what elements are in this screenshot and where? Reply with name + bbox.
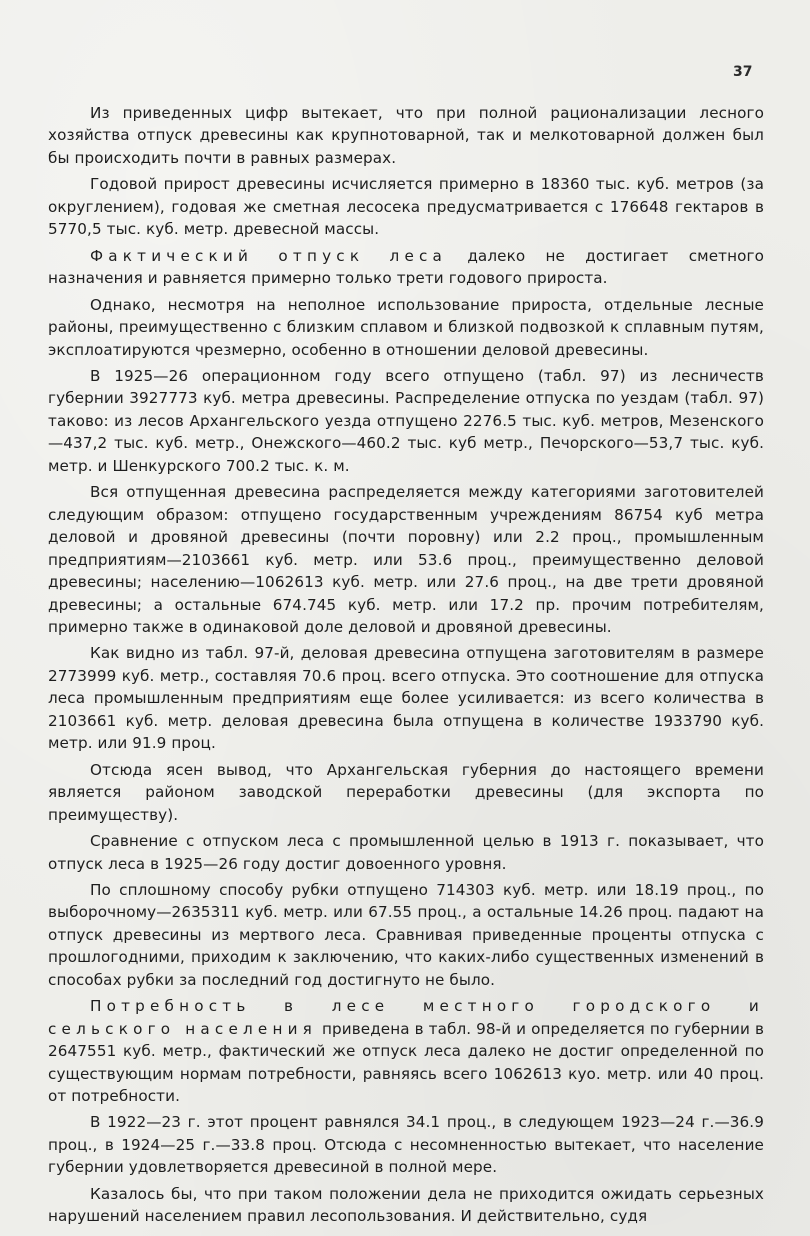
spaced-emphasis: Фактический отпуск леса <box>90 246 448 265</box>
body-text <box>48 102 764 1232</box>
paragraph-9 <box>48 830 764 875</box>
paragraph-3 <box>48 245 764 290</box>
paragraph-4 <box>48 294 764 361</box>
paragraph-text: Отсюда ясен вывод, что Архангельская губерния до настоящего времени является районом заводской переработки древесины (для экспорта по преимуществу). <box>48 760 764 824</box>
paragraph-text: далеко не достигает сметного назначения и равняется примерно только трети годового прироста. <box>48 246 765 288</box>
paragraph-text: Вся отпущенная древесина распределяется между категориями заготовителей следующим образом: отпущено государственным учреждениям 86754 куб метра деловой и дровяной древесины (почти поровну) или 2.2 проц., промышленным предприятиям—2103661 куб. метр. или 53.6 проц., преимущественно деловой древесины; населению—1062613 куб. метр. или 27.6 проц., на две трети дровяной древесины; а остальные 674.745 куб. метр. или 17.2 пр. прочим потребителям, примерно также в одинаковой доле деловой и дровяной древесины. <box>48 483 764 636</box>
page-number: 37 <box>733 64 753 80</box>
paragraph-2 <box>48 173 764 240</box>
paragraph-10 <box>48 879 764 991</box>
paragraph-11 <box>48 995 764 1107</box>
paragraph-6 <box>48 481 764 638</box>
spaced-emphasis: Потребность в лесе местного городского и сельского населения <box>48 997 764 1038</box>
paragraph-text: Казалось бы, что при таком положении дела не приходится ожидать серьезных нарушений населением правил лесопользования. И действительно, судя <box>48 1184 764 1226</box>
paragraph-text: Как видно из табл. 97-й, деловая древесина отпущена заготовителям в размере 2773999 куб. метр., составляя 70.6 проц. всего отпуска. Это соотношение для отпуска леса промышленным предприятиям еще более усиливается: из всего количества в 2103661 куб. метр. деловая древесина была отпущена в количестве 1933790 куб. метр. или 91.9 проц. <box>48 644 764 753</box>
paragraph-text: В 1925—26 операционном году всего отпущено (табл. 97) из лесничеств губернии 3927773 куб. метра древесины. Распределение отпуска по уездам (табл. 97) таково: из лесов Архангельского уезда отпущено 2276.5 тыс. куб. метров, Мезенского—437,2 тыс. куб. метр., Онежского—460.2 тыс. куб метр., Печорского—53,7 тыс. куб. метр. и Шенкурского 700.2 тыс. к. м. <box>48 366 764 475</box>
paragraph-text: Сравнение с отпуском леса с промышленной целью в 1913 г. показывает, что отпуск леса в 1925—26 году достиг довоенного уровня. <box>48 832 764 873</box>
paragraph-text: Годовой прирост древесины исчисляется примерно в 18360 тыс. куб. метров (за округлением), годовая же сметная лесосека предусматривается с 176648 гектаров в 5770,5 тыс. куб. метр. древесной массы. <box>48 175 764 239</box>
paragraph-5 <box>48 365 764 477</box>
paragraph-7 <box>48 642 764 754</box>
paragraph-12 <box>48 1111 764 1178</box>
paragraph-13 <box>48 1183 764 1228</box>
paragraph-text: Из приведенных цифр вытекает, что при полной рационализации лесного хозяйства отпуск древесины как крупнотоварной, так и мелкотоварной должен был бы происходить почти в равных размерах. <box>48 104 764 167</box>
paragraph-text: приведена в табл. 98-й и определяется по губернии в 2647551 куб. метр., фактический же отпуск леса далеко не достиг определенной по существующим нормам потребности, равняясь всего 1062613 куо. метр. или 40 проц. от потребности. <box>48 1019 764 1106</box>
paragraph-text: В 1922—23 г. этот процент равнялся 34.1 проц., в следующем 1923—24 г.—36.9 проц., в 1924—25 г.—33.8 проц. Отсюда с несомненностью вытекает, что население губернии удовлетворяется древесиной в полной мере. <box>48 1113 764 1177</box>
paragraph-1 <box>48 102 764 169</box>
paragraph-text: Однако, несмотря на неполное использование прироста, отдельные лесные районы, преимущественно с близким сплавом и близкой подвозкой к сплавным путям, эксплоатируются чрезмерно, особенно в отношении деловой древесины. <box>48 295 764 359</box>
paragraph-8 <box>48 759 764 826</box>
paragraph-text: По сплошному способу рубки отпущено 714303 куб. метр. или 18.19 проц., по выборочному—2635311 куб. метр. или 67.55 проц., а остальные 14.26 проц. падают на отпуск древесины из мертвого леса. Сравнивая приведенные проценты отпуска с прошлогодними, приходим к заключению, что каких-либо существенных изменений в способах рубки за последний год достигнуто не было. <box>48 880 764 989</box>
